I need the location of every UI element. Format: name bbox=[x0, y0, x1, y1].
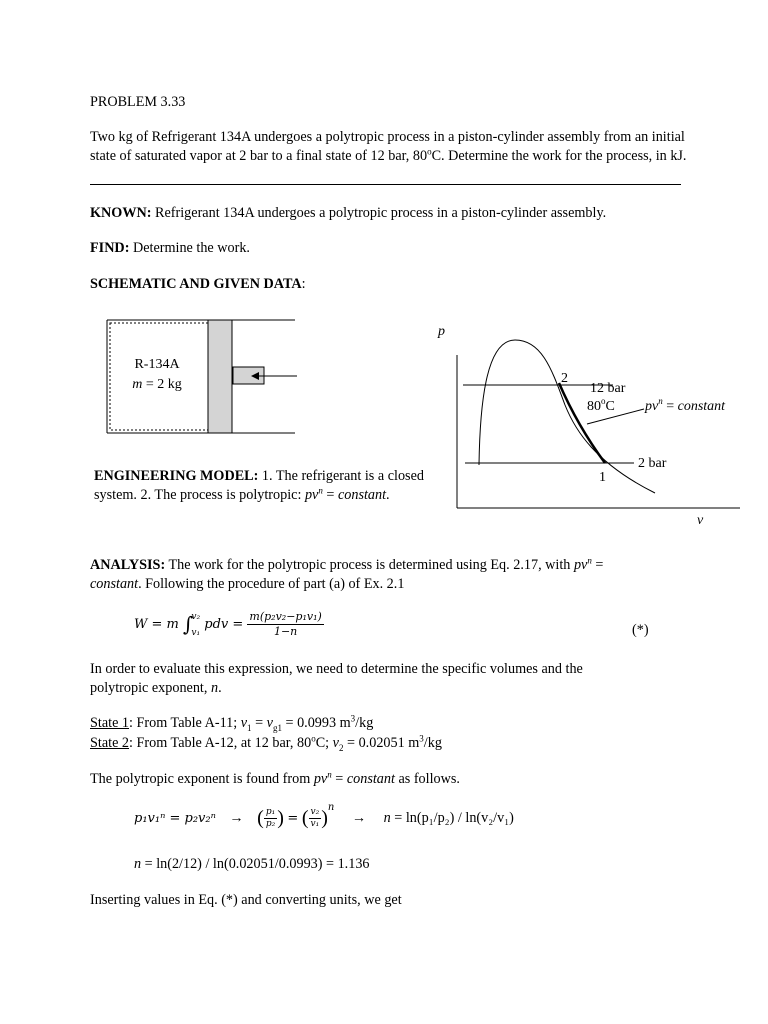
evaluate-paragraph: In order to evaluate this expression, we need to determine the specific volumes and the polytropic exponent, n. bbox=[90, 661, 583, 696]
equation-tag: (*) bbox=[632, 622, 649, 638]
saturation-dome bbox=[479, 340, 655, 493]
known-section: KNOWN: Refrigerant 134A undergoes a polytropic process in a piston-cylinder assembly. bbox=[90, 205, 607, 221]
exponent-equation: p₁v₁ⁿ = p₂v₂ⁿ → ( $\frac{\text{p₁}}{\text{p₂}}$ ) = ( $\frac{\text{v₂}}{\text{v₁}}$ )$^n$ → n = ln(p₁/p₂) / ln(v₂/v₁) bbox=[134, 801, 514, 829]
engineering-model: ENGINEERING MODEL: 1. The refrigerant is a closed system. 2. The process is polytropic: $pv^n$ = constant. bbox=[94, 468, 424, 503]
piston-cylinder-schematic bbox=[105, 318, 305, 438]
inserting-paragraph: Inserting values in Eq. (*) and converting units, we get bbox=[90, 892, 402, 908]
state-1-label: 1 bbox=[599, 470, 606, 485]
substance-label: R-134A bbox=[134, 357, 180, 372]
temp-label: 80$^o$C bbox=[587, 396, 615, 414]
find-section: FIND: Determine the work. bbox=[90, 240, 250, 256]
state-1-line: State 1: From Table A-11; $v_1 = v_{g1} = 0.0993$ $m^3/kg$ bbox=[90, 713, 374, 733]
section-divider bbox=[90, 184, 681, 185]
p-high-label: 12 bar bbox=[590, 381, 626, 396]
n-calculation: n = ln(2/12) / ln(0.02051/0.0993) = 1.136 bbox=[134, 856, 370, 872]
pv-diagram bbox=[430, 315, 750, 530]
mass-label: m = 2 kg bbox=[132, 377, 182, 392]
piston bbox=[208, 320, 232, 433]
state-2-label: 2 bbox=[561, 371, 568, 386]
v-axis-label: v bbox=[697, 513, 704, 528]
work-equation: W = m ∫ v₂ v₁ pdv = $\frac{\text{m(p₂v₂−p₁v₁)}}{1-n}$ bbox=[134, 610, 322, 638]
state-2-line: State 2: From Table A-12, at 12 bar, 80$^o$C; $v_2 = 0.02051$ $m^3/kg$ bbox=[90, 733, 442, 753]
problem-title: PROBLEM 3.33 bbox=[90, 94, 186, 110]
analysis-section: ANALYSIS: The work for the polytropic process is determined using Eq. 2.17, with $pv^n$ = constant. Following the procedure of part (a) of Ex. 2.1 bbox=[90, 555, 604, 592]
p-axis-label: p bbox=[438, 324, 445, 339]
exponent-paragraph: The polytropic exponent is found from $pv^n$ = constant as follows. bbox=[90, 769, 460, 787]
schematic-heading: SCHEMATIC AND GIVEN DATA: bbox=[90, 276, 306, 292]
problem-statement: Two kg of Refrigerant 134A undergoes a polytropic process in a piston-cylinder assembly from an initial state of saturated vapor at 2 bar to a final state of 12 bar, 80$^o$C. Determine the work for the process, in kJ. bbox=[90, 129, 687, 164]
process-label: $pv^n$ = constant bbox=[645, 396, 726, 414]
p-low-label: 2 bar bbox=[638, 456, 667, 471]
